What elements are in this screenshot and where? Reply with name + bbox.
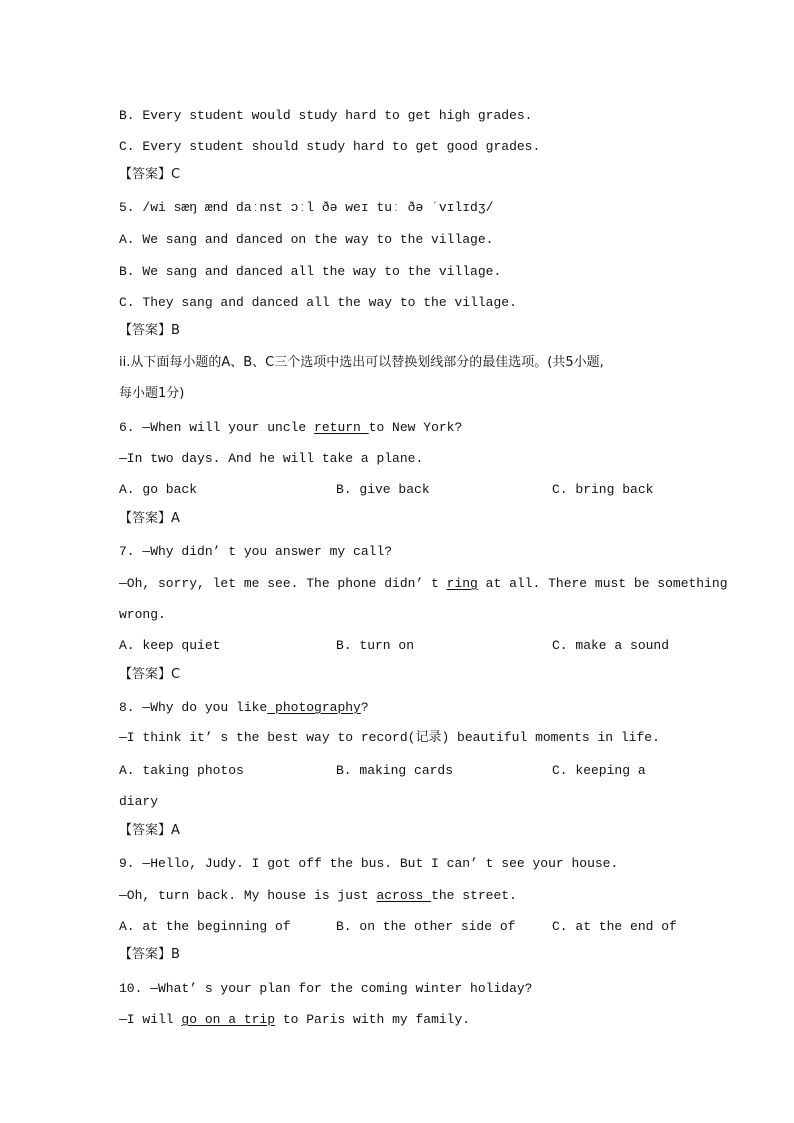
option-a-q9: A. at the beginning of: [119, 919, 291, 934]
q6-text: 6. —When will your uncle: [119, 420, 315, 435]
q8-underlined: photography: [267, 700, 361, 715]
option-c-q4: C. Every student should study hard to get good grades.: [119, 139, 541, 154]
option-b-q7: B. turn on: [336, 638, 415, 653]
q7-text: —Oh, sorry, let me see. The phone didn’ t: [119, 576, 447, 591]
answer-q6: 【答案】A: [119, 511, 180, 526]
q6-underlined: return: [314, 420, 369, 435]
question-7: 7. —Why didn’ t you answer my call?: [119, 544, 393, 559]
option-b-q8: B. making cards: [336, 763, 454, 778]
answer-q9: 【答案】B: [119, 947, 180, 962]
question-10: 10. —What’ s your plan for the coming winter holiday?: [119, 981, 533, 996]
q10-text-end: to Paris with my family.: [275, 1012, 471, 1027]
answer-q7: 【答案】C: [119, 667, 181, 682]
question-8-reply: —I think it’ s the best way to record(记录) beautiful moments in life.: [119, 730, 660, 745]
answer-q5: 【答案】B: [119, 323, 180, 338]
q10-underlined: go on a trip: [181, 1012, 276, 1027]
option-a-q7: A. keep quiet: [119, 638, 221, 653]
q9-text: —Oh, turn back. My house is just: [119, 888, 377, 903]
option-b-q9: B. on the other side of: [336, 919, 516, 934]
option-a-q5: A. We sang and danced on the way to the village.: [119, 232, 494, 247]
question-8: [119, 700, 369, 716]
q7-underlined: ring: [446, 576, 478, 591]
section-ii-instruction-cont: 每小题1分): [119, 386, 185, 401]
q7-text-end: at all. There must be something: [477, 576, 728, 591]
q10-text: —I will: [119, 1012, 182, 1027]
section-ii-instruction: ii.从下面每小题的A、B、C三个选项中选出可以替换划线部分的最佳选项。(共5小题,: [119, 355, 604, 370]
option-c-q9: C. at the end of: [552, 919, 677, 934]
option-b-q5: B. We sang and danced all the way to the village.: [119, 264, 502, 279]
option-c-q7: C. make a sound: [552, 638, 670, 653]
question-9-reply: [119, 888, 517, 904]
option-c-q5: C. They sang and danced all the way to the village.: [119, 295, 517, 310]
question-9: 9. —Hello, Judy. I got off the bus. But I can’ t see your house.: [119, 856, 619, 871]
q9-underlined: across: [376, 888, 432, 903]
question-5-phonetic: 5. /wi sæŋ ænd daːnst ɔːl ðə weɪ tuː ðə ˈvɪlɪdʒ/: [119, 200, 494, 215]
answer-q4: 【答案】C: [119, 167, 181, 182]
option-b-q4: B. Every student would study hard to get high grades.: [119, 108, 533, 123]
q9-text-end: the street.: [431, 888, 517, 903]
option-b-q6: B. give back: [336, 482, 430, 497]
option-c-q8-cont: diary: [119, 794, 159, 809]
option-c-q6: C. bring back: [552, 482, 654, 497]
answer-q8: 【答案】A: [119, 823, 180, 838]
question-7-reply-cont: wrong.: [119, 607, 166, 622]
question-10-reply: [119, 1012, 470, 1028]
q6-text-end: to New York?: [368, 420, 463, 435]
option-a-q6: A. go back: [119, 482, 198, 497]
question-6: [119, 420, 462, 436]
q8-text-end: ?: [360, 700, 369, 715]
q8-text: 8. —Why do you like: [119, 700, 268, 715]
question-6-reply: —In two days. And he will take a plane.: [119, 451, 424, 466]
option-c-q8: C. keeping a: [552, 763, 646, 778]
option-a-q8: A. taking photos: [119, 763, 244, 778]
question-7-reply: [119, 576, 728, 592]
